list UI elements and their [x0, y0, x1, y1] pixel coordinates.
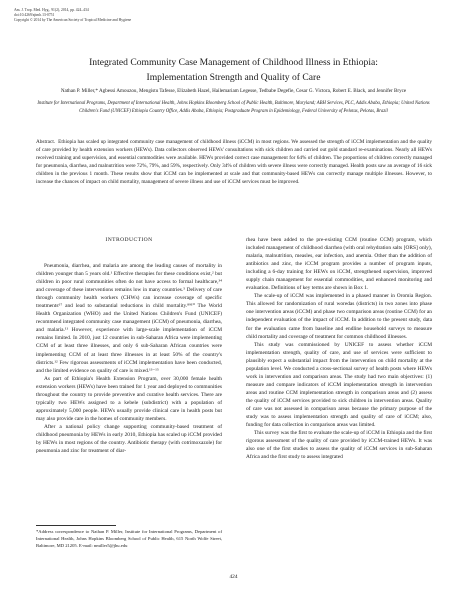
- paper-title: [30, 55, 437, 85]
- abstract: [36, 138, 432, 186]
- abstract-label: Abstract.: [36, 139, 56, 145]
- body-paragraph: The scale-up of iCCM was implemented in a phased manner in Oromia Region. This allowed for randomization of rural woredas (districts) in two zones into phase one intervention areas (iCCM) and phase two comparison areas (routine CCM) for an independent evaluation of the impact of iCCM. In addition to the present study, data for the evaluation came from baseline and endline household surveys to measure child mortality and coverage of treatment for common childhood illnesses.: [246, 293, 432, 340]
- body-paragraph: This study was commissioned by UNICEF to assess whether iCCM implementation strength, quality of care, and use of services were sufficient to plausibly expect a substantial impact from the intervention on child mortality at the population level. We conducted a cross-sectional survey of health posts where HEWs work in intervention and comparison areas. The study had two main objectives: (1) measure and compare indicators of iCCM implementation strength in intervention areas and routine CCM implementation strength in comparison areas and (2) assess the quality of iCCM services provided to sick children in intervention areas. Quality of care was not assessed in comparison areas because the primary purpose of the study was to assess implementation strength and quality of care of iCCM; also, funding for data collection in comparison areas was limited.: [246, 341, 432, 429]
- doi: doi:10.4269/ajtmh.13-0751: [14, 13, 55, 17]
- page-number: 424: [229, 574, 238, 580]
- right-column: [246, 236, 432, 461]
- copyright: Copyright © 2014 by The American Society of Tropical Medicine and Hygiene: [14, 18, 132, 22]
- left-column: [36, 262, 222, 455]
- body-paragraph: After a national policy change supporting community-based treatment of childhood pneumonia by HEWs in early 2010, Ethiopia has scaled up iCCM provided by HEWs in most regions of the country. Antibiotic therapy (with cotrimoxazole) for pneumonia and zinc for treatment of diar-: [36, 423, 222, 455]
- abstract-text: Ethiopia has scaled up integrated community case management of childhood illness (iCCM) in most regions. We assessed the strength of iCCM implementation and the quality of care provided by health extension workers (HEWs). Data collectors observed HEWs' consultations with sick children and carried out gold standard re-examinations. Nearly all HEWs received training and supervision, and essential commodities were available. HEWs provided correct case management for 64% of children. The proportions of children correctly managed for pneumonia, diarrhea, and malnutrition were 72%, 79%, and 59%, respectively. Only 34% of children with severe illness were correctly managed. Health posts saw an average of 16 sick children in the previous 1 month. These results show that iCCM can be implemented at scale and that community-based HEWs can correctly manage multiple illnesses. However, to increase the chances of impact on child mortality, management of severe illness and use of iCCM services must be improved.: [36, 139, 432, 186]
- title-line-2: Implementation Strength and Quality of Care: [146, 72, 321, 83]
- body-paragraph: rhea have been added to the pre-existing CCM (routine CCM) program, which included management of childhood diarrhea (with oral rehydration salts [ORS] only), malaria, malnutrition, measles, ear infection, and anemia. Other than the addition of antibiotics and zinc, the iCCM program provides a number of program inputs, including a 6-day training for HEWs on iCCM, strengthened supervision, improved supply chain management for essential commodities, and enhanced monitoring and evaluation. Definitions of key terms are shown in Box 1.: [246, 237, 432, 292]
- affiliations: Institute for International Programs, Department of International Health, Johns Hopkins Bloomberg School of Public Health, Baltimore, Maryland; ABH Services, PLC, Addis Ababa, Ethiopia; United Nations Children's Fund (UNICEF) Ethiopia Country Office, Addis Ababa, Ethiopia; Postgraduate Program in Epidemiology, Federal University of Pelotas, Pelotas, Brazil: [37, 101, 430, 115]
- journal-citation: Am. J. Trop. Med. Hyg., 91(2), 2014, pp. 424–434: [14, 8, 89, 12]
- body-paragraph: Pneumonia, diarrhea, and malaria are among the leading causes of mortality in children younger than 5 years old.¹ Effective therapies for these conditions exist,² but children in poor rural communities often do not have access to formal healthcare,³⁴ and coverage of these interventions remains low in many countries.⁵ Delivery of care through community health workers (CHWs) can increase coverage of specific treatments⁶⁷ and lead to substantial reductions in child mortality.⁸⁹¹⁰ The World Health Organization (WHO) and the United Nations Children's Fund (UNICEF) recommend integrated community case management (iCCM) of pneumonia, diarrhea, and malaria.¹¹ However, experience with large-scale implementation of iCCM remains limited. In 2010, just 12 countries in sub-Saharan Africa were implementing CCM of at least three illnesses, and only 6 sub-Saharan African countries were implementing CCM of at least three illnesses in at least 50% of the country's districts.¹² Few rigorous assessments of iCCM implementation have been conducted, and the limited evidence on quality of care is mixed.¹³⁻¹⁵: [36, 263, 222, 374]
- author-list: Nathan P. Miller,* Agbessi Amouzou, Mengistu Tafesse, Elizabeth Hazel, Hailemariam Legesse, Tedbabe Degefie, Cesar G. Victora, Robert E. Black, and Jennifer Bryce: [60, 88, 407, 94]
- body-paragraph: As part of Ethiopia's Health Extension Program, over 30,000 female health extension workers (HEWs) have been trained for 1 year and deployed to communities throughout the country to provide preventive and curative health services. There are typically two HEWs assigned to a kebele (subdistrict) with a population of approximately 5,000 people. HEWs usually provide clinical care in health posts but may also provide care in the homes of community members.: [36, 375, 222, 422]
- correspondence-footnote: *Address correspondence to Nathan P. Miller, Institute for International Programs, Department of International Health, Johns Hopkins Bloomberg School of Public Health, 615 North Wolfe Street, Baltimore, MD 21205. E-mail: nmiller5@jhu.edu: [36, 529, 222, 548]
- footnote-divider: [36, 525, 116, 526]
- body-paragraph: This survey was the first to evaluate the scale-up of iCCM in Ethiopia and the first rigorous assessment of the quality of care provided by iCCM-trained HEWs. It was also one of the first studies to assess the quality of iCCM services in sub-Saharan Africa and the first study to assess integrated: [246, 430, 432, 461]
- section-heading-introduction: INTRODUCTION: [105, 237, 153, 243]
- journal-meta: [14, 8, 214, 23]
- title-line-1: Integrated Community Case Management of Childhood Illness in Ethiopia:: [89, 57, 378, 68]
